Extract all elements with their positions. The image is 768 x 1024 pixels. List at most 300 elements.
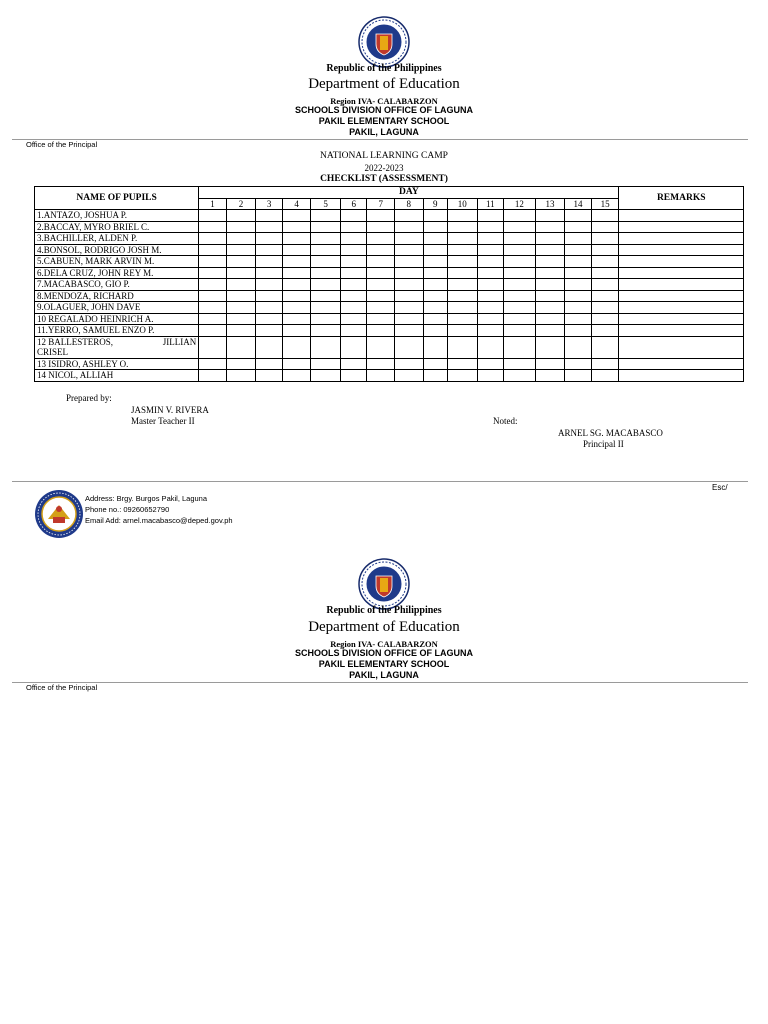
preparer-name: JASMIN V. RIVERA [131, 405, 209, 415]
day-check-cell[interactable] [477, 313, 504, 325]
day-check-cell[interactable] [226, 313, 256, 325]
day-check-cell[interactable] [340, 313, 367, 325]
day-check-cell[interactable] [477, 256, 504, 268]
day-check-cell[interactable] [311, 233, 341, 245]
name-column-header: NAME OF PUPILS [35, 187, 199, 210]
day-check-cell[interactable] [340, 221, 367, 233]
day-check-cell[interactable] [395, 370, 424, 382]
remarks-cell[interactable] [619, 233, 744, 245]
day-check-cell[interactable] [311, 221, 341, 233]
day-check-cell[interactable] [226, 221, 256, 233]
day-check-cell[interactable] [565, 302, 592, 314]
table-row [35, 325, 744, 337]
day-check-cell[interactable] [367, 256, 395, 268]
day-check-cell[interactable] [199, 210, 227, 222]
day-check-cell[interactable] [448, 325, 478, 337]
day-check-cell[interactable] [282, 302, 311, 314]
day-check-cell[interactable] [282, 370, 311, 382]
day-check-cell[interactable] [282, 290, 311, 302]
day-check-cell[interactable] [256, 370, 283, 382]
day-check-cell[interactable] [367, 358, 395, 370]
remarks-cell[interactable] [619, 358, 744, 370]
day-check-cell[interactable] [477, 290, 504, 302]
day-number-cell: 8 [395, 198, 424, 210]
day-check-cell[interactable] [395, 267, 424, 279]
pupil-name-cell: 14 NICOL, ALLIAH [35, 370, 199, 382]
pupil-name-cell: 6.DELA CRUZ, JOHN REY M. [35, 267, 199, 279]
day-check-cell[interactable] [423, 370, 447, 382]
day-check-cell[interactable] [423, 221, 447, 233]
day-check-cell[interactable] [591, 233, 619, 245]
day-check-cell[interactable] [504, 233, 536, 245]
day-check-cell[interactable] [591, 290, 619, 302]
day-check-cell[interactable] [477, 325, 504, 337]
remarks-cell[interactable] [619, 370, 744, 382]
day-check-cell[interactable] [311, 313, 341, 325]
day-check-cell[interactable] [591, 210, 619, 222]
day-check-cell[interactable] [423, 267, 447, 279]
day-check-cell[interactable] [448, 233, 478, 245]
day-check-cell[interactable] [504, 256, 536, 268]
day-check-cell[interactable] [423, 302, 447, 314]
day-check-cell[interactable] [256, 358, 283, 370]
day-check-cell[interactable] [535, 267, 565, 279]
day-check-cell[interactable] [395, 302, 424, 314]
checklist-subtitle: CHECKLIST (ASSESSMENT) [320, 174, 448, 184]
division-text: SCHOOLS DIVISION OFFICE OF LAGUNA [294, 648, 473, 658]
header-divider [12, 139, 748, 140]
region-text: Region IVA- CALABARZON [330, 96, 438, 106]
day-check-cell[interactable] [591, 279, 619, 291]
day-number-cell: 2 [226, 198, 256, 210]
day-check-cell[interactable] [340, 290, 367, 302]
day-check-cell[interactable] [226, 256, 256, 268]
day-check-cell[interactable] [340, 256, 367, 268]
day-check-cell[interactable] [282, 256, 311, 268]
pupil-name-cell: 13 ISIDRO, ASHLEY O. [35, 358, 199, 370]
day-check-cell[interactable] [591, 336, 619, 358]
day-check-cell[interactable] [565, 336, 592, 358]
deped-seal-icon [358, 16, 410, 68]
day-check-cell[interactable] [311, 370, 341, 382]
school-seal-icon [34, 489, 84, 539]
location-text: PAKIL, LAGUNA [349, 670, 419, 680]
remarks-cell[interactable] [619, 290, 744, 302]
pupil-name-cell: 12 BALLESTEROS, JILLIAN CRISEL [35, 336, 199, 358]
day-check-cell[interactable] [448, 244, 478, 256]
day-check-cell[interactable] [565, 279, 592, 291]
day-check-cell[interactable] [367, 313, 395, 325]
day-check-cell[interactable] [535, 244, 565, 256]
pupil-name-cell: 10 REGALADO HEINRICH A. [35, 313, 199, 325]
remarks-column-header: REMARKS [619, 187, 744, 210]
day-check-cell[interactable] [226, 336, 256, 358]
day-check-cell[interactable] [535, 290, 565, 302]
pupil-name-cell: 5.CABUEN, MARK ARVIN M. [35, 256, 199, 268]
day-check-cell[interactable] [395, 313, 424, 325]
day-check-cell[interactable] [535, 302, 565, 314]
day-check-cell[interactable] [395, 279, 424, 291]
day-check-cell[interactable] [367, 370, 395, 382]
day-check-cell[interactable] [477, 244, 504, 256]
remarks-cell[interactable] [619, 256, 744, 268]
day-check-cell[interactable] [282, 313, 311, 325]
day-number-cell: 4 [282, 198, 311, 210]
school-text: PAKIL ELEMENTARY SCHOOL [318, 116, 450, 126]
day-check-cell[interactable] [504, 336, 536, 358]
table-row [35, 256, 744, 268]
day-check-cell[interactable] [256, 290, 283, 302]
day-check-cell[interactable] [226, 302, 256, 314]
region-text: Region IVA- CALABARZON [330, 639, 438, 649]
day-check-cell[interactable] [504, 221, 536, 233]
day-check-cell[interactable] [340, 233, 367, 245]
day-check-cell[interactable] [423, 290, 447, 302]
day-check-cell[interactable] [591, 358, 619, 370]
day-check-cell[interactable] [256, 244, 283, 256]
table-row [35, 358, 744, 370]
day-check-cell[interactable] [311, 256, 341, 268]
day-number-cell: 10 [448, 198, 478, 210]
day-check-cell[interactable] [311, 290, 341, 302]
day-check-cell[interactable] [367, 336, 395, 358]
day-check-cell[interactable] [504, 279, 536, 291]
day-check-cell[interactable] [226, 244, 256, 256]
day-check-cell[interactable] [256, 279, 283, 291]
day-check-cell[interactable] [340, 279, 367, 291]
day-check-cell[interactable] [477, 267, 504, 279]
day-number-cell: 1 [199, 198, 227, 210]
day-check-cell[interactable] [591, 302, 619, 314]
day-check-cell[interactable] [256, 256, 283, 268]
day-check-cell[interactable] [226, 233, 256, 245]
day-number-cell: 11 [477, 198, 504, 210]
day-check-cell[interactable] [282, 325, 311, 337]
day-check-cell[interactable] [565, 290, 592, 302]
day-check-cell[interactable] [395, 233, 424, 245]
day-check-cell[interactable] [565, 325, 592, 337]
day-check-cell[interactable] [199, 302, 227, 314]
day-check-cell[interactable] [535, 313, 565, 325]
day-check-cell[interactable] [535, 279, 565, 291]
day-check-cell[interactable] [423, 358, 447, 370]
checklist-table [34, 186, 744, 382]
day-check-cell[interactable] [423, 233, 447, 245]
remarks-cell[interactable] [619, 325, 744, 337]
day-check-cell[interactable] [199, 325, 227, 337]
remarks-cell[interactable] [619, 302, 744, 314]
day-check-cell[interactable] [448, 358, 478, 370]
day-check-cell[interactable] [477, 279, 504, 291]
day-check-cell[interactable] [311, 210, 341, 222]
day-check-cell[interactable] [535, 256, 565, 268]
day-check-cell[interactable] [199, 221, 227, 233]
day-check-cell[interactable] [256, 267, 283, 279]
day-check-cell[interactable] [504, 370, 536, 382]
day-check-cell[interactable] [565, 244, 592, 256]
pupil-name-cell: 2.BACCAY, MYRO BRIEL C. [35, 221, 199, 233]
day-check-cell[interactable] [340, 210, 367, 222]
day-check-cell[interactable] [565, 210, 592, 222]
day-check-cell[interactable] [591, 370, 619, 382]
day-check-cell[interactable] [535, 325, 565, 337]
republic-text: Republic of the Philippines [326, 605, 442, 616]
day-check-cell[interactable] [504, 210, 536, 222]
day-check-cell[interactable] [340, 325, 367, 337]
remarks-cell[interactable] [619, 244, 744, 256]
day-number-cell: 14 [565, 198, 592, 210]
header-divider [12, 682, 748, 683]
day-check-cell[interactable] [226, 290, 256, 302]
day-check-cell[interactable] [448, 210, 478, 222]
day-check-cell[interactable] [367, 244, 395, 256]
day-check-cell[interactable] [448, 302, 478, 314]
remarks-cell[interactable] [619, 313, 744, 325]
day-check-cell[interactable] [535, 233, 565, 245]
checklist-year: 2022-2023 [364, 163, 404, 173]
table-row [35, 370, 744, 382]
day-check-cell[interactable] [565, 267, 592, 279]
day-check-cell[interactable] [226, 210, 256, 222]
table-row [35, 279, 744, 291]
day-check-cell[interactable] [448, 267, 478, 279]
day-check-cell[interactable] [535, 221, 565, 233]
day-check-cell[interactable] [423, 313, 447, 325]
day-check-cell[interactable] [504, 313, 536, 325]
day-number-cell: 13 [535, 198, 565, 210]
day-check-cell[interactable] [340, 336, 367, 358]
remarks-cell[interactable] [619, 267, 744, 279]
day-check-cell[interactable] [448, 279, 478, 291]
day-check-cell[interactable] [477, 210, 504, 222]
table-row [35, 221, 744, 233]
day-check-cell[interactable] [448, 370, 478, 382]
prepared-by-label: Prepared by: [66, 393, 112, 403]
day-check-cell[interactable] [226, 279, 256, 291]
remarks-cell[interactable] [619, 221, 744, 233]
table-row [35, 244, 744, 256]
day-check-cell[interactable] [256, 336, 283, 358]
day-check-cell[interactable] [395, 221, 424, 233]
day-check-cell[interactable] [535, 358, 565, 370]
table-row [35, 302, 744, 314]
day-check-cell[interactable] [395, 256, 424, 268]
day-check-cell[interactable] [256, 233, 283, 245]
day-check-cell[interactable] [565, 313, 592, 325]
table-row [35, 267, 744, 279]
table-row [35, 210, 744, 222]
noted-label: Noted: [493, 416, 518, 426]
day-check-cell[interactable] [423, 210, 447, 222]
day-check-cell[interactable] [367, 325, 395, 337]
day-check-cell[interactable] [477, 302, 504, 314]
day-check-cell[interactable] [477, 233, 504, 245]
remarks-cell[interactable] [619, 279, 744, 291]
day-check-cell[interactable] [395, 358, 424, 370]
day-check-cell[interactable] [282, 244, 311, 256]
day-check-cell[interactable] [367, 302, 395, 314]
day-check-cell[interactable] [504, 290, 536, 302]
day-check-cell[interactable] [367, 221, 395, 233]
day-check-cell[interactable] [340, 370, 367, 382]
pupil-name-cell: 9.OLAGUER, JOHN DAVE [35, 302, 199, 314]
republic-text: Republic of the Philippines [326, 63, 442, 74]
day-number-cell: 5 [311, 198, 341, 210]
table-row [35, 336, 744, 358]
day-check-cell[interactable] [535, 210, 565, 222]
day-check-cell[interactable] [199, 290, 227, 302]
remarks-cell[interactable] [619, 210, 744, 222]
pupil-name-cell: 7.MACABASCO, GIO P. [35, 279, 199, 291]
pupil-name-cell: 3.BACHILLER, ALDEN P. [35, 233, 199, 245]
day-check-cell[interactable] [448, 313, 478, 325]
day-check-cell[interactable] [367, 290, 395, 302]
remarks-cell[interactable] [619, 336, 744, 358]
day-check-cell[interactable] [591, 267, 619, 279]
day-check-cell[interactable] [256, 302, 283, 314]
day-check-cell[interactable] [199, 370, 227, 382]
day-check-cell[interactable] [395, 210, 424, 222]
day-check-cell[interactable] [199, 358, 227, 370]
table-row [35, 313, 744, 325]
day-check-cell[interactable] [535, 370, 565, 382]
day-check-cell[interactable] [311, 325, 341, 337]
day-check-cell[interactable] [367, 233, 395, 245]
day-check-cell[interactable] [282, 336, 311, 358]
day-check-cell[interactable] [504, 267, 536, 279]
noter-name: ARNEL SG. MACABASCO [558, 428, 663, 438]
day-check-cell[interactable] [340, 267, 367, 279]
noter-title: Principal II [583, 439, 624, 449]
footer-address: Address: Brgy. Burgos Pakil, Laguna [85, 494, 208, 503]
day-check-cell[interactable] [448, 336, 478, 358]
day-check-cell[interactable] [256, 325, 283, 337]
day-check-cell[interactable] [282, 233, 311, 245]
day-number-cell: 6 [340, 198, 367, 210]
day-check-cell[interactable] [199, 244, 227, 256]
day-check-cell[interactable] [565, 256, 592, 268]
day-check-cell[interactable] [477, 370, 504, 382]
day-check-cell[interactable] [395, 290, 424, 302]
day-check-cell[interactable] [226, 267, 256, 279]
day-check-cell[interactable] [256, 210, 283, 222]
office-label: Office of the Principal [26, 140, 98, 149]
day-check-cell[interactable] [504, 302, 536, 314]
day-check-cell[interactable] [477, 358, 504, 370]
day-check-cell[interactable] [504, 358, 536, 370]
day-check-cell[interactable] [395, 325, 424, 337]
day-check-cell[interactable] [282, 279, 311, 291]
day-check-cell[interactable] [448, 256, 478, 268]
day-check-cell[interactable] [256, 313, 283, 325]
day-check-cell[interactable] [423, 325, 447, 337]
day-check-cell[interactable] [477, 221, 504, 233]
day-check-cell[interactable] [282, 267, 311, 279]
day-check-cell[interactable] [199, 336, 227, 358]
day-check-cell[interactable] [448, 221, 478, 233]
day-check-cell[interactable] [199, 313, 227, 325]
day-check-cell[interactable] [367, 210, 395, 222]
day-number-cell: 12 [504, 198, 536, 210]
department-title: Department of Education [308, 76, 460, 92]
day-check-cell[interactable] [199, 267, 227, 279]
pupil-rows [35, 210, 744, 382]
day-check-cell[interactable] [340, 244, 367, 256]
day-check-cell[interactable] [565, 221, 592, 233]
day-check-cell[interactable] [591, 244, 619, 256]
day-check-cell[interactable] [423, 256, 447, 268]
day-check-cell[interactable] [311, 279, 341, 291]
pupil-name-cell: 11.YERRO, SAMUEL ENZO P. [35, 325, 199, 337]
day-check-cell[interactable] [367, 267, 395, 279]
footer-divider [12, 481, 748, 482]
day-check-cell[interactable] [423, 279, 447, 291]
day-check-cell[interactable] [591, 325, 619, 337]
day-check-cell[interactable] [535, 336, 565, 358]
day-check-cell[interactable] [311, 302, 341, 314]
footer-email[interactable]: Email Add: arnel.macabasco@deped.gov.ph [85, 516, 233, 525]
day-check-cell[interactable] [591, 313, 619, 325]
day-check-cell[interactable] [282, 210, 311, 222]
day-check-cell[interactable] [311, 336, 341, 358]
day-check-cell[interactable] [477, 336, 504, 358]
day-check-cell[interactable] [565, 358, 592, 370]
esc-text: Esc/ [712, 483, 728, 492]
day-check-cell[interactable] [256, 221, 283, 233]
checklist-title: NATIONAL LEARNING CAMP [320, 151, 448, 161]
pupil-name-cell: 1.ANTAZO, JOSHUA P. [35, 210, 199, 222]
day-check-cell[interactable] [591, 221, 619, 233]
day-check-cell[interactable] [340, 302, 367, 314]
day-number-cell: 15 [591, 198, 619, 210]
day-number-cell: 3 [256, 198, 283, 210]
location-text: PAKIL, LAGUNA [349, 127, 419, 137]
day-check-cell[interactable] [226, 325, 256, 337]
preparer-title: Master Teacher II [131, 416, 195, 426]
department-title: Department of Education [308, 619, 460, 635]
day-check-cell[interactable] [311, 358, 341, 370]
day-check-cell[interactable] [423, 336, 447, 358]
day-check-cell[interactable] [565, 370, 592, 382]
day-check-cell[interactable] [448, 290, 478, 302]
day-check-cell[interactable] [282, 221, 311, 233]
day-check-cell[interactable] [395, 336, 424, 358]
pupil-name-cell: 4.BONSOL, RODRIGO JOSH M. [35, 244, 199, 256]
day-check-cell[interactable] [311, 267, 341, 279]
day-check-cell[interactable] [282, 358, 311, 370]
day-check-cell[interactable] [367, 279, 395, 291]
deped-seal-icon [358, 558, 410, 610]
day-check-cell[interactable] [504, 244, 536, 256]
day-check-cell[interactable] [591, 256, 619, 268]
day-check-cell[interactable] [311, 244, 341, 256]
day-check-cell[interactable] [504, 325, 536, 337]
day-check-cell[interactable] [340, 358, 367, 370]
day-check-cell[interactable] [199, 233, 227, 245]
table-row [35, 290, 744, 302]
day-check-cell[interactable] [199, 256, 227, 268]
day-check-cell[interactable] [395, 244, 424, 256]
day-check-cell[interactable] [423, 244, 447, 256]
pupil-name-cell: 8.MENDOZA, RICHARD [35, 290, 199, 302]
day-check-cell[interactable] [565, 233, 592, 245]
day-number-cell: 9 [423, 198, 447, 210]
day-check-cell[interactable] [199, 279, 227, 291]
day-check-cell[interactable] [226, 358, 256, 370]
school-text: PAKIL ELEMENTARY SCHOOL [318, 659, 450, 669]
day-check-cell[interactable] [226, 370, 256, 382]
office-label: Office of the Principal [26, 683, 98, 692]
